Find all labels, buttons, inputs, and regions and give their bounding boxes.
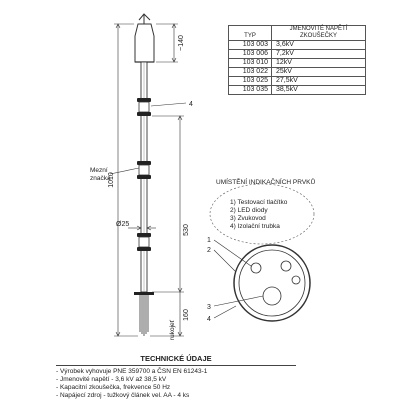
spec-line: - Jmenovité napětí - 3,6 kV až 38,5 kV: [56, 376, 167, 383]
voltage-cell: 7,2kV: [272, 50, 366, 59]
table-row: [229, 59, 366, 68]
diameter-label: Ø25: [116, 221, 130, 228]
limit-mark-label-2: značka: [90, 175, 111, 182]
end-view-callout-2: 2: [207, 247, 211, 254]
dimension-140-label: ~140: [178, 35, 185, 51]
indicator-item-1: 1) Testovací tlačítko: [230, 199, 288, 206]
voltage-cell: 12kV: [272, 59, 366, 68]
header-voltage-line2: ZKOUŠEČKY: [299, 33, 337, 39]
detector-head: [135, 24, 154, 62]
detector-end-view: [234, 245, 310, 321]
voltage-cell: 25kV: [272, 68, 366, 77]
type-cell: 103 003: [229, 41, 272, 50]
header-voltage-line1: JMENOVITÉ NAPĚTÍ: [289, 26, 348, 32]
dimension-160: [150, 292, 184, 336]
joint-collar-1: [137, 98, 151, 116]
voltage-cell: 38,5kV: [272, 86, 366, 95]
type-cell: 103 010: [229, 59, 272, 68]
voltage-table-header: [229, 26, 366, 41]
end-view-callout-4: 4: [207, 316, 211, 323]
handle-guard: [134, 292, 154, 295]
dimension-530-label: 530: [183, 224, 190, 236]
indicator-item-2: 2) LED diody: [230, 207, 268, 214]
type-cell: 103 006: [229, 50, 272, 59]
indicator-item-3: 3) Zvukovod: [230, 215, 266, 222]
specs-divider: [56, 365, 296, 366]
dimension-530: [152, 116, 184, 292]
dimension-160-label: 160: [183, 309, 190, 321]
type-cell: 103 025: [229, 77, 272, 86]
test-button-icon: [251, 263, 261, 273]
type-cell: 103 022: [229, 68, 272, 77]
led-icon: [281, 261, 291, 271]
indicator-item-4: 4) Izolační trubka: [230, 223, 280, 230]
voltage-cell: 27,5kV: [272, 77, 366, 86]
table-row: [229, 86, 366, 95]
technical-specs: [56, 355, 296, 400]
spec-line: - Výrobek vyhovuje PNE 359700 a ČSN EN 61243-1: [56, 368, 208, 375]
spec-line: - Napájecí zdroj - tužkový článek vel. AA - 4 ks: [56, 392, 190, 399]
header-type: TYP: [229, 26, 272, 41]
header-voltage: [272, 26, 366, 41]
led-icon-2: [292, 276, 300, 284]
table-row: [229, 50, 366, 59]
hook-icon: [139, 14, 150, 24]
limit-mark-label-1: Mezní: [90, 167, 108, 174]
spec-line: - Kapacitní zkoušečka, frekvence 50 Hz: [56, 384, 171, 391]
indicators-title: UMÍSTĚNÍ INDIKAČNÍCH PRVKŮ: [216, 179, 316, 186]
handle: [140, 295, 148, 336]
table-row: [229, 41, 366, 50]
callout-4-label: 4: [189, 101, 193, 108]
voltage-cell: 3,6kV: [272, 41, 366, 50]
limit-mark-collar: [137, 161, 151, 179]
handle-label: rukojeť: [169, 319, 176, 341]
dimension-140: [156, 24, 178, 62]
indicators-frame: [210, 184, 314, 244]
specs-title: TECHNICKÉ ÚDAJE: [140, 354, 212, 363]
dimension-1010: [114, 24, 138, 336]
end-view-callout-1: 1: [207, 237, 211, 244]
type-cell: 103 035: [229, 86, 272, 95]
joint-collar-2: [137, 233, 151, 251]
end-view-callout-3: 3: [207, 304, 211, 311]
table-row: [229, 68, 366, 77]
dimension-1010-label: 1010: [108, 172, 115, 188]
table-row: [229, 77, 366, 86]
speaker-icon: [263, 287, 281, 305]
voltage-table: [228, 25, 366, 95]
